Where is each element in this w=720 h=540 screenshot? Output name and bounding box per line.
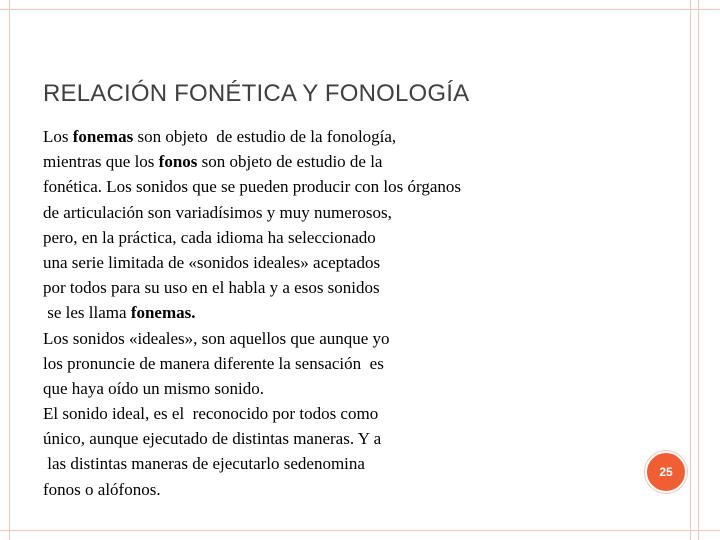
bold-term: fonemas (72, 127, 134, 146)
body-line (43, 300, 603, 325)
body-text-segment: se les llama (43, 303, 131, 323)
body-text-segment: son objeto de estudio de la (197, 152, 383, 172)
body-text-segment: fonética. Los sonidos que se pueden producir con los órganos (43, 177, 461, 197)
body-line (43, 451, 603, 476)
body-text-segment: una serie limitada de «sonidos ideales» aceptados (43, 252, 381, 272)
body-line (43, 225, 603, 250)
body-line (43, 275, 603, 300)
body-text-segment: por todos para su uso en el habla y a esos sonidos (43, 278, 380, 298)
page-number-badge: 25 (645, 451, 687, 493)
slide-title: RELACIÓN FONÉTICA Y FONOLOGÍA (43, 80, 470, 107)
body-text-segment: Los (43, 127, 73, 146)
body-line (43, 401, 603, 426)
body-text-segment: fonos o alófonos. (43, 479, 161, 499)
body-text-segment: único, aunque ejecutado de distintas maneras. Y a (43, 429, 382, 449)
frame-top-border (0, 0, 720, 10)
body-line (43, 174, 603, 199)
body-text-segment: pero, en la práctica, cada idioma ha seleccionado (43, 227, 376, 247)
frame-left-border (0, 0, 10, 540)
frame-right-outer-border (698, 0, 699, 540)
body-line (43, 351, 603, 376)
bold-term: fonos (158, 152, 198, 172)
body-text-segment: los pronuncie de manera diferente la sensación es (43, 353, 384, 373)
frame-bottom-border (0, 530, 720, 540)
body-text-segment: que haya oído un mismo sonido. (43, 378, 264, 398)
frame-right-inner-border (690, 0, 691, 540)
body-line (43, 426, 603, 451)
bold-term: fonemas. (130, 303, 196, 323)
body-text-segment: Los sonidos «ideales», son aquellos que aunque yo (43, 328, 390, 348)
body-text-segment: son objeto de estudio de la fonología, (133, 127, 397, 146)
body-line (43, 149, 603, 174)
body-text-segment: El sonido ideal, es el reconocido por todos como (43, 404, 379, 424)
body-line (43, 124, 603, 149)
slide-body-text (43, 124, 603, 502)
body-text-segment: las distintas maneras de ejecutarlo sedenomina (43, 454, 365, 474)
body-text-segment: mientras que los (43, 152, 159, 172)
body-line (43, 250, 603, 275)
body-line (43, 376, 603, 401)
body-text-segment: de articulación son variadísimos y muy numerosos, (43, 202, 392, 222)
body-line (43, 326, 603, 351)
body-line (43, 477, 603, 502)
body-line (43, 200, 603, 225)
